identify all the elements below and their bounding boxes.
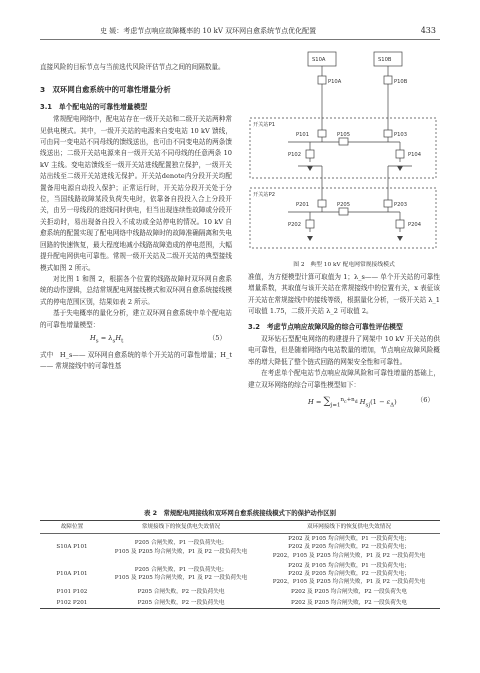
paragraph-4: 式中 H_s—— 双环网自愈系统的单个开关站的可靠性增量；H_t—— 常规接线中的可靠性基 [40,350,232,371]
label-p101: P101 [296,132,310,138]
header-ring: 双环网接线下的恢复供电失效情况 [258,521,440,534]
label-p105: P105 [337,132,351,138]
page-number: 433 [420,26,436,35]
cell-line: P202 及 P205 均合闸失败，P2 一段负荷失电 [290,589,408,596]
right-column [248,272,440,414]
cell-normal [104,561,258,588]
equation-6-body: $H = \sum_{j=1}^{n_c+n_d}$ $H_{sj}(1 - \varepsilon_\Delta)$ [308,396,397,409]
header-normal: 常规接线下的恢复供电失效情况 [104,521,258,534]
label-p202: P202 [288,222,302,228]
cell-ring [258,534,440,561]
paragraph-2: 对比图 1 和图 2，根据各个位置的线路故障时双环网自愈系统的动作逻辑，总结常规配电网接线模式和双环网自愈系统接线模式的停电范围区别，结果如表 2 所示。 [40,274,232,306]
table-row [40,534,440,561]
cell-line: P205 合闸失败，P1 一段负荷失电； [134,540,228,547]
cell-line: P205 合闸失败，P2 一段负荷失电 [137,599,225,606]
label-s10b: S10B [378,57,392,63]
paragraph-continued: 准值，为方便模型计算可取值为 1；λ_s—— 单个开关站的可靠性增量系数，其取值与该开关站在常规接线中的位置有关，x 表征该开关站在常规接线中的接线等级，根据量化分析，一级开关站 λ_1 可取值 1.75，二级开关站 λ_2 可取值 2。 [248,273,440,316]
running-header [0,26,480,38]
label-s10a: S10A [312,57,326,63]
label-p204: P204 [408,222,422,228]
table-row [40,598,440,609]
cell-line: P202 及 P105 均合闸失败，P1 一段负荷失电； [288,562,410,569]
label-p103: P103 [394,132,408,138]
cell-position: P101 P102 [56,589,88,596]
label-p10b: P10B [394,79,408,85]
paragraph-3: 基于失电概率的量化分析，建立双环网自愈系统中单个配电站的可靠性增量模型： [40,309,232,329]
running-title: 史 媛：考虑节点响应故障概率的 10 kV 双环网自愈系统节点优化配置 [100,27,317,35]
table-2 [40,520,440,609]
cell-line: P202 及 P105 均合闸失败，P1 一段负荷失电； [288,536,410,543]
label-p205: P205 [337,202,351,208]
station-p1-box [250,118,436,178]
left-column [40,62,232,372]
paragraph-6: 在考虑单个配电站节点响应故障风险和可靠性增量的基础上，建立双环网络的综合可靠性模型如下： [248,369,440,389]
figure-2-diagram [248,50,440,258]
header-fault-position: 故障位置 [40,521,104,534]
cell-position: S10A P101 [56,544,88,551]
equation-6-number: （6） [416,396,434,405]
cell-line: P205 合闸失败，P2 一段负荷失电 [137,589,225,596]
cell-ring [258,598,440,609]
figure-2-caption: 图 2 典型 10 kV 配电网常规接线模式 [293,262,395,268]
cell-line: P202，P105 及 P205 均合闸失败，P1 及 P2 一段负荷失电 [272,579,426,586]
label-station-p2: 开关站P2 [253,192,275,198]
cell-line: P205 合闸失败，P1 一段负荷失电； [134,566,228,573]
label-station-p1: 开关站P1 [253,122,275,128]
cell-position: P10A P101 [56,571,88,578]
table-row [40,561,440,588]
equation-6 [248,395,440,412]
table-row [40,587,440,597]
cell-normal [104,534,258,561]
label-p10a: P10A [328,79,342,85]
section-3-heading: 3 双环网自愈系统中的可靠性增量分析 [40,85,171,95]
paragraph-1: 常规配电网络中，配电站存在一级开关站和二级开关站两种常见供电模式。其中，一级开关站的电源来自变电站 10 kV 馈线，可由同一变电站不同母线的馈线送出，也可由不同变电站的两条馈线送出；二级开关站电源来自一级开关站不同母线的任意两条 10 kV 主线。变电站馈线至一级开关站进线配置独立保护，一级开关站出线至二级开关站进线无保护。开关站denote内分段开关均配置备用电源自动投入保护；正常运行时，开关站分段开关处于分位，当国线路故障某段负荷失电时，依靠备自投投入合上分段开关，由另一母线段的进线同时供电，但当出现连续性故障或分段开关拒动时，易出现备自投入不成功或全站停电的情况。10 kV 自愈系统的配置实现了配电网络中线路故障时的故障准确隔离和失电回路的快速恢复，最大程度地减小线路故障造成的停电范围，大幅提升配电网供电可靠性。常规一级开关站及二级开关站的典型接线模式如图 2 所示。 [40,115,232,272]
cell-line: P202 及 P205 均合闸失败，P2 一段负荷失电； [288,544,410,551]
station-p2-box [250,188,436,248]
paragraph-5: 双环钻石型配电网络的构建提升了网架中 10 kV 开关站的供电可靠性，但是随着网络内电站数量的增加，节点响应故障风险概率的增大降低了整个链式回路的网架安全性和可靠性。 [248,335,440,366]
cell-position: P102 P201 [40,598,104,609]
header-rule [40,39,440,40]
equation-5 [40,333,232,348]
label-p203: P203 [394,202,408,208]
cell-line: P105 及 P205 均合闸失败，P1 及 P2 一段负荷失电 [114,548,248,555]
cell-normal [104,598,258,609]
section-3-2-heading: 3.2 考虑节点响应故障风险的综合可靠性评估模型 [248,322,403,331]
equation-5-body: $H_s = \lambda_sH_t$ [90,333,124,345]
table-header-row [40,521,440,534]
table-2-caption: 表 2 常规配电网接线和双环网自愈系统接线模式下的保护动作区别 [144,509,336,517]
cell-line: P202 及 P205 均合闸失败，P2 一段负荷失电 [290,599,408,606]
intro-text: 直接风险的目标节点与当前选代风险评估节点之间的间隔数量。 [40,63,225,71]
section-3-1-heading: 3.1 单个配电站的可靠性增量模型 [40,102,148,111]
label-p104: P104 [408,152,422,158]
cell-normal [104,587,258,597]
label-p102: P102 [288,152,302,158]
cell-line: P202 及 P205 均合闸失败，P2 一段负荷失电； [288,571,410,578]
cell-ring [258,561,440,588]
cell-line: P202，P105 及 P205 均合闸失败，P1 及 P2 一段负荷失电 [272,552,426,559]
cell-line: P105 及 P205 均合闸失败，P1 及 P2 一段负荷失电 [114,575,248,582]
label-p201: P201 [296,202,310,208]
equation-5-number: （5） [208,333,226,342]
cell-ring [258,587,440,597]
